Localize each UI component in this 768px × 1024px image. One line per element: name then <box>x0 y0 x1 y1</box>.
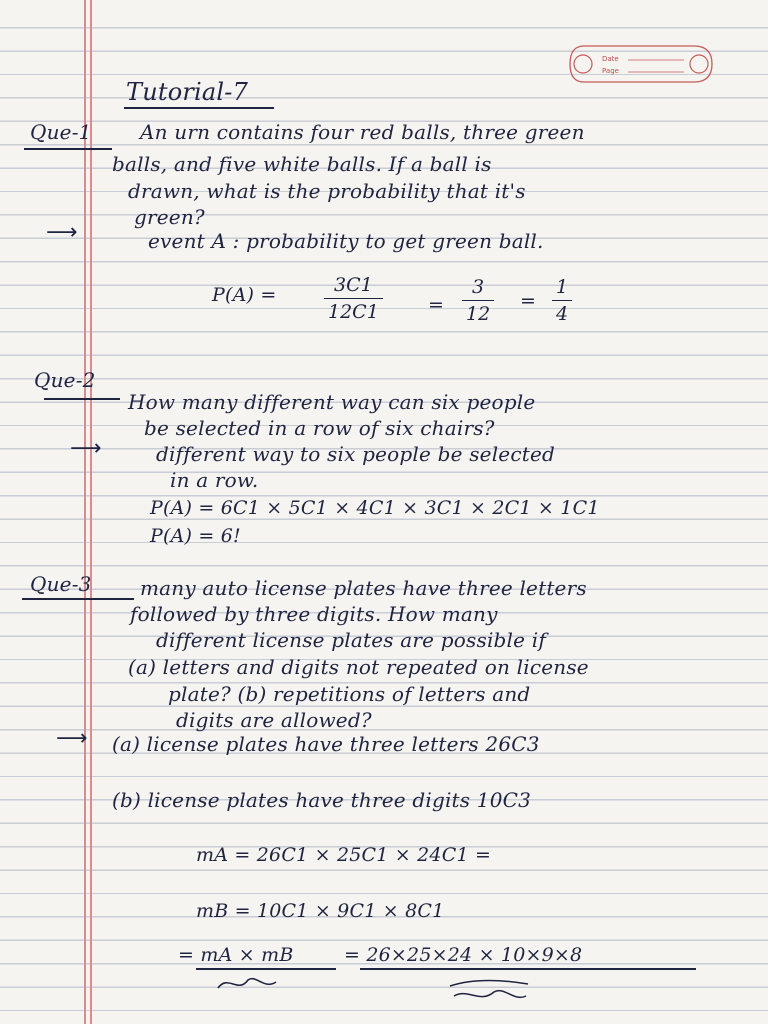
date-page-stamp <box>566 40 716 88</box>
arrow-icon: ⟶ <box>46 220 78 245</box>
q1-fraction-1 <box>324 274 383 323</box>
total-lhs-underline <box>196 968 336 970</box>
q1-fraction-1-num: 3C1 <box>334 274 373 296</box>
q1-fraction-2-den: 12 <box>462 300 494 325</box>
q1-answer: event A : probability to get green ball. <box>148 229 544 253</box>
q1-line-1: An urn contains four red balls, three green <box>140 120 585 144</box>
q3-total-lhs: = mA × mB <box>178 944 294 966</box>
margin-line-right <box>90 0 92 1024</box>
q3-label: Que-3 <box>30 572 92 596</box>
q2-label-underline <box>44 398 120 400</box>
q3-line-3: different license plates are possible if <box>156 628 546 652</box>
q3-line-1: many auto license plates have three letters <box>140 576 587 600</box>
margin-line-left <box>84 0 86 1024</box>
total-rhs-underline <box>360 968 696 970</box>
equals-sign: = <box>428 294 445 316</box>
q3-line-4: (a) letters and digits not repeated on license <box>128 655 589 679</box>
q3-mb-formula: mB = 10C1 × 9C1 × 8C1 <box>196 900 445 922</box>
stamp-date-label: Date <box>602 55 619 63</box>
stamp-border-icon <box>566 40 716 88</box>
q3-ma-formula: mA = 26C1 × 25C1 × 24C1 = <box>196 844 492 866</box>
q1-fraction-2 <box>462 276 494 325</box>
equals-sign: = <box>520 290 537 312</box>
q2-answer-line-1: different way to six people be selected <box>156 442 556 466</box>
q1-fraction-1-den: 12C1 <box>324 298 383 323</box>
q2-label: Que-2 <box>34 368 96 392</box>
q3-answer-a: (a) license plates have three letters 26C3 <box>112 732 540 756</box>
q1-line-4: green? <box>134 205 205 229</box>
q1-line-2: balls, and five white balls. If a ball is <box>112 152 492 176</box>
q2-formula-1: P(A) = 6C1 × 5C1 × 4C1 × 3C1 × 2C1 × 1C1 <box>150 497 600 519</box>
scribble-icon <box>214 972 284 996</box>
arrow-icon: ⟶ <box>70 436 102 461</box>
page-title: Tutorial-7 <box>126 78 249 106</box>
title-underline <box>124 107 274 109</box>
q3-answer-b: (b) license plates have three digits 10C3 <box>112 788 532 812</box>
q2-line-2: be selected in a row of six chairs? <box>144 416 495 440</box>
q3-label-underline <box>22 598 134 600</box>
arrow-icon: ⟶ <box>56 726 88 751</box>
q1-label: Que-1 <box>30 120 92 144</box>
q1-line-3: drawn, what is the probability that it's <box>128 179 526 203</box>
q3-line-5: plate? (b) repetitions of letters and <box>168 682 531 706</box>
q1-fraction-3-den: 4 <box>552 300 572 325</box>
q1-fraction-3-num: 1 <box>556 276 569 298</box>
q3-total-rhs: = 26×25×24 × 10×9×8 <box>344 944 583 966</box>
scribble-icon <box>444 976 534 1010</box>
stamp-page-label: Page <box>602 67 619 75</box>
q2-formula-2: P(A) = 6! <box>150 525 241 547</box>
q1-label-underline <box>24 148 112 150</box>
q1-fraction-3 <box>552 276 572 325</box>
q2-line-1: How many different way can six people <box>128 390 536 414</box>
q1-formula-lhs: P(A) = <box>212 284 277 306</box>
q1-fraction-2-num: 3 <box>472 276 485 298</box>
q3-line-6: digits are allowed? <box>176 708 372 732</box>
q3-line-2: followed by three digits. How many <box>130 602 498 626</box>
q2-answer-line-2: in a row. <box>170 468 259 492</box>
